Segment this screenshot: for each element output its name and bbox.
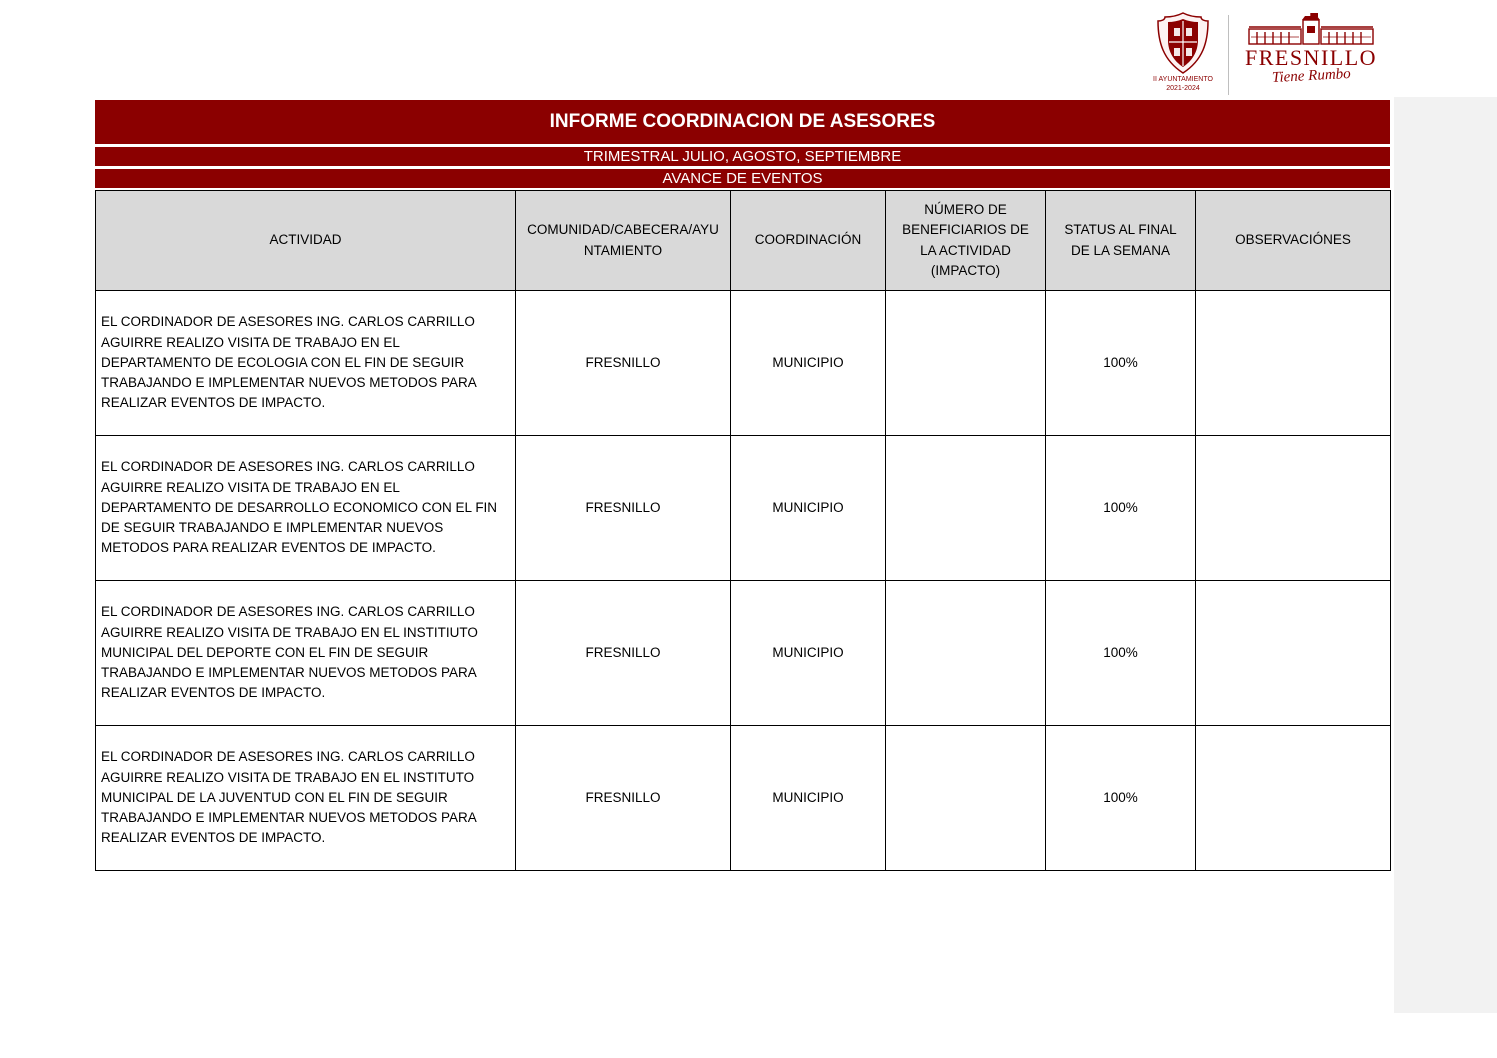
logo-block: [1150, 12, 1381, 95]
col-header-beneficiarios: NÚMERO DE BENEFICIARIOS DE LA ACTIVIDAD (IMPACTO): [886, 191, 1046, 291]
cell-actividad: EL CORDINADOR DE ASESORES ING. CARLOS CARRILLO AGUIRRE REALIZO VISITA DE TRABAJO EN EL DEPARTAMENTO DE ECOLOGIA CON EL FIN DE SEGUIR TRABAJANDO E IMPLEMENTAR NUEVOS METODOS PARA REALIZAR EVENTOS DE IMPACTO.: [96, 291, 516, 436]
cell-status: 100%: [1046, 581, 1196, 726]
cell-observaciones: [1196, 291, 1391, 436]
cell-comunidad: FRESNILLO: [516, 436, 731, 581]
logo-divider: [1228, 15, 1229, 95]
cell-status: 100%: [1046, 291, 1196, 436]
events-table: [95, 190, 1391, 871]
cell-comunidad: FRESNILLO: [516, 726, 731, 871]
report-subtitle: TRIMESTRAL JULIO, AGOSTO, SEPTIEMBRE: [583, 148, 902, 165]
cell-coordinacion: MUNICIPIO: [731, 436, 886, 581]
crest-caption-line2: 2021-2024: [1166, 85, 1200, 93]
report-section-title: AVANCE DE EVENTOS: [662, 170, 823, 187]
cell-coordinacion: MUNICIPIO: [731, 726, 886, 871]
fresnillo-logo: [1241, 12, 1381, 85]
cell-actividad: EL CORDINADOR DE ASESORES ING. CARLOS CARRILLO AGUIRRE REALIZO VISITA DE TRABAJO EN EL INSTITIUTO MUNICIPAL DEL DEPORTE CON EL FIN DE SEGUIR TRABAJANDO E IMPLEMENTAR NUEVOS METODOS PARA REALIZAR EVENTOS DE IMPACTO.: [96, 581, 516, 726]
table-row: [96, 581, 1391, 726]
col-header-observaciones: OBSERVACIÓNES: [1196, 191, 1391, 291]
report-section-bar: [95, 169, 1390, 188]
col-header-comunidad: COMUNIDAD/CABECERA/AYUNTAMIENTO: [516, 191, 731, 291]
col-header-status: STATUS AL FINAL DE LA SEMANA: [1046, 191, 1196, 291]
cell-coordinacion: MUNICIPIO: [731, 291, 886, 436]
cell-observaciones: [1196, 436, 1391, 581]
cell-comunidad: FRESNILLO: [516, 581, 731, 726]
crest-caption: [1153, 75, 1213, 93]
cell-beneficiarios: [886, 436, 1046, 581]
palacio-building-icon: [1245, 12, 1377, 46]
ayuntamiento-crest: [1150, 12, 1216, 93]
cell-comunidad: FRESNILLO: [516, 291, 731, 436]
cell-beneficiarios: [886, 726, 1046, 871]
report-subtitle-bar: [95, 147, 1390, 166]
cell-actividad: EL CORDINADOR DE ASESORES ING. CARLOS CARRILLO AGUIRRE REALIZO VISITA DE TRABAJO EN EL DEPARTAMENTO DE DESARROLLO ECONOMICO CON EL FIN DE SEGUIR TRABAJANDO E IMPLEMENTAR NUEVOS METODOS PARA REALIZAR EVENTOS DE IMPACTO.: [96, 436, 516, 581]
col-header-actividad: ACTIVIDAD: [96, 191, 516, 291]
cell-status: 100%: [1046, 436, 1196, 581]
page-edge-shade: [1394, 97, 1497, 1013]
col-header-coordinacion: COORDINACIÓN: [731, 191, 886, 291]
cell-status: 100%: [1046, 726, 1196, 871]
cell-observaciones: [1196, 581, 1391, 726]
table-header-row: [96, 191, 1391, 291]
ayuntamiento-crest-icon: [1155, 12, 1211, 74]
crest-caption-line1: II AYUNTAMIENTO: [1153, 76, 1213, 83]
cell-actividad: EL CORDINADOR DE ASESORES ING. CARLOS CARRILLO AGUIRRE REALIZO VISITA DE TRABAJO EN EL INSTITUTO MUNICIPAL DE LA JUVENTUD CON EL FIN DE SEGUIR TRABAJANDO E IMPLEMENTAR NUEVOS METODOS PARA REALIZAR EVENTOS DE IMPACTO.: [96, 726, 516, 871]
cell-beneficiarios: [886, 291, 1046, 436]
cell-beneficiarios: [886, 581, 1046, 726]
report-title-bar: [95, 100, 1390, 144]
report-title: INFORME COORDINACION DE ASESORES: [549, 111, 936, 132]
table-row: [96, 436, 1391, 581]
cell-observaciones: [1196, 726, 1391, 871]
fresnillo-wordmark: FRESNILLO: [1244, 45, 1378, 70]
fresnillo-tagline: Tiene Rumbo: [1271, 66, 1351, 87]
table-row: [96, 291, 1391, 436]
cell-coordinacion: MUNICIPIO: [731, 581, 886, 726]
table-row: [96, 726, 1391, 871]
